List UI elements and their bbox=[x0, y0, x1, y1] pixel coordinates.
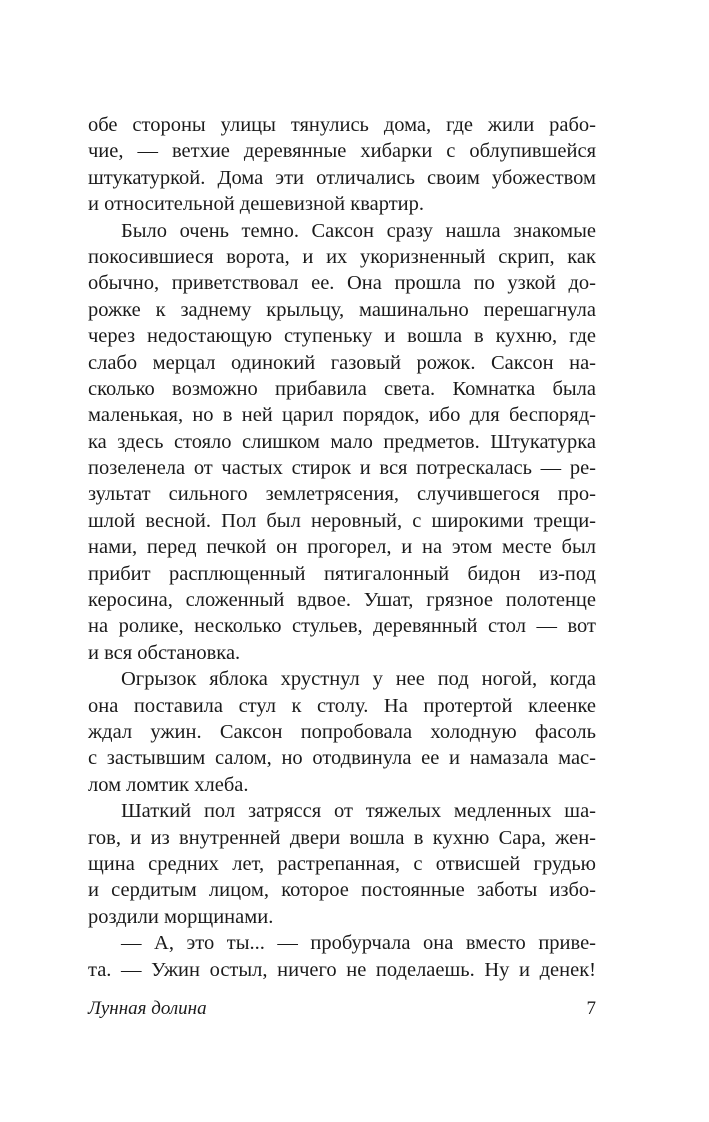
text-line: Огрызок яблока хрустнул у нее под ногой, когда bbox=[121, 668, 596, 691]
text-line: через недостающую ступеньку и вошла в кухню, где bbox=[88, 325, 596, 348]
text-line: она поставила стул к столу. На протертой клеенке bbox=[88, 694, 596, 717]
text-line: та. — Ужин остыл, ничего не поделаешь. Ну и денек! bbox=[88, 958, 596, 981]
text-line: ждал ужин. Саксон попробовала холодную фасоль bbox=[88, 720, 596, 743]
text-line: ка здесь стояло слишком мало предметов. Штукатурка bbox=[88, 430, 596, 453]
paragraph-3 bbox=[88, 666, 596, 798]
text-line: роздили морщинами. bbox=[88, 905, 274, 928]
text-line: зультат сильного землетрясения, случившегося про- bbox=[88, 483, 596, 506]
text-line: позеленела от частых стирок и вся потрескалась — ре- bbox=[88, 457, 596, 480]
text-line: штукатуркой. Дома эти отличались своим убожеством bbox=[88, 166, 596, 189]
text-line: гов, и из внутренней двери вошла в кухню Сара, жен- bbox=[88, 826, 596, 849]
text-line: щина средних лет, растрепанная, с отвисшей грудью bbox=[88, 852, 596, 875]
text-line: керосина, сложенный вдвое. Ушат, грязное полотенце bbox=[88, 589, 596, 612]
text-line: Было очень темно. Саксон сразу нашла знакомые bbox=[121, 219, 596, 242]
text-line: обычно, приветствовал ее. Она прошла по узкой до- bbox=[88, 272, 596, 295]
text-line: лом ломтик хлеба. bbox=[88, 773, 249, 796]
text-line: нами, перед печкой он прогорел, и на этом месте был bbox=[88, 536, 596, 559]
paragraph-1 bbox=[88, 112, 596, 218]
page-number: 7 bbox=[586, 998, 596, 1019]
text-line: и сердитым лицом, которое постоянные заботы избо- bbox=[88, 879, 596, 902]
text-line: маленькая, но в ней царил порядок, ибо для беспоряд- bbox=[88, 404, 596, 427]
page-footer bbox=[88, 996, 596, 1022]
paragraph-2 bbox=[88, 218, 596, 667]
text-line: прибит расплющенный пятигалонный бидон из-под bbox=[88, 562, 596, 585]
text-line: Шаткий пол затрясся от тяжелых медленных ша- bbox=[121, 800, 596, 823]
running-title: Лунная долина bbox=[88, 998, 207, 1019]
text-line: с застывшим салом, но отодвинула ее и намазала мас- bbox=[88, 747, 596, 770]
text-line: чие, — ветхие деревянные хибарки с облупившейся bbox=[88, 140, 596, 163]
paragraph-4 bbox=[88, 798, 596, 930]
text-line: и относительной дешевизной квартир. bbox=[88, 193, 425, 216]
text-line: — А, это ты... — пробурчала она вместо приве- bbox=[121, 932, 596, 955]
text-line: шлой весной. Пол был неровный, с широкими трещи- bbox=[88, 509, 596, 532]
page-body bbox=[88, 112, 596, 983]
text-line: покосившиеся ворота, и их укоризненный скрип, как bbox=[88, 245, 596, 268]
text-line: на ролике, несколько стульев, деревянный стол — вот bbox=[88, 615, 596, 638]
paragraph-5 bbox=[88, 930, 596, 983]
text-line: слабо мерцал одинокий газовый рожок. Саксон на- bbox=[88, 351, 596, 374]
text-line: и вся обстановка. bbox=[88, 641, 241, 664]
text-line: рожке к заднему крыльцу, машинально перешагнула bbox=[88, 298, 596, 321]
text-line: обе стороны улицы тянулись дома, где жили рабо- bbox=[88, 114, 596, 136]
text-line: сколько возможно прибавила света. Комнатка была bbox=[88, 377, 596, 400]
